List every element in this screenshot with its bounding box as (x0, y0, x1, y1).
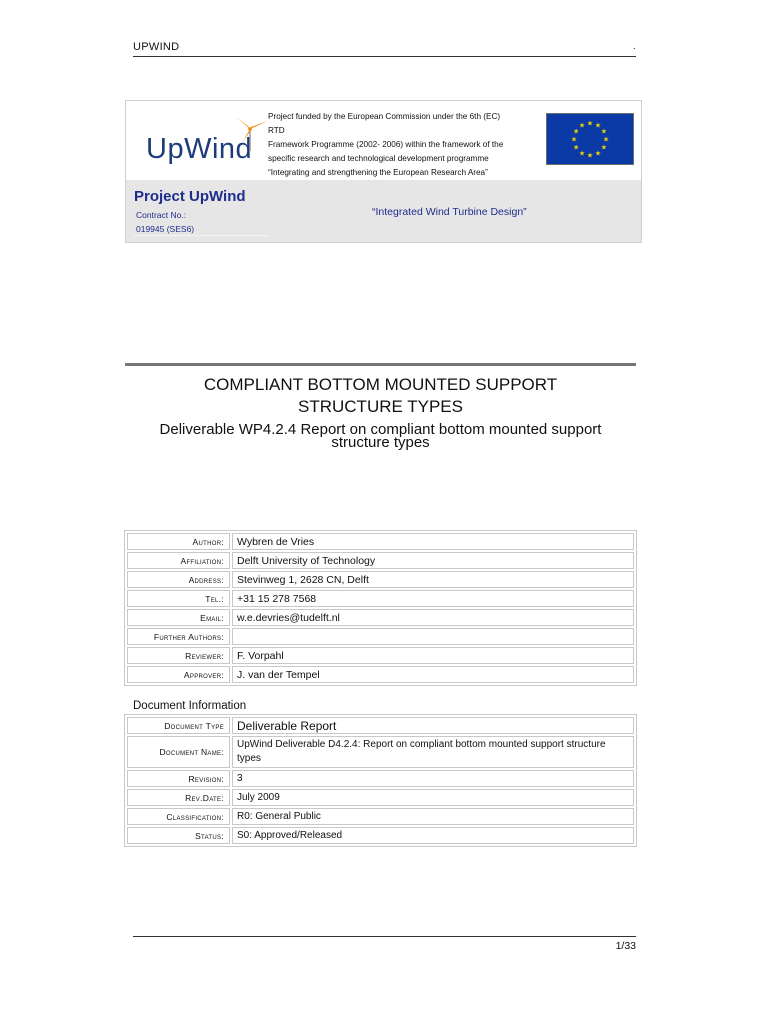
field-label: Further Authors: (127, 628, 230, 645)
eu-star-icon: ★ (586, 120, 594, 128)
table-row (127, 736, 634, 768)
eu-star-icon: ★ (572, 144, 580, 152)
eu-star-icon: ★ (578, 150, 586, 158)
field-value (232, 628, 634, 645)
funding-line: Framework Programme (2002- 2006) within the framework of the (268, 140, 504, 149)
field-value: F. Vorpahl (232, 647, 634, 664)
field-label: Tel.: (127, 590, 230, 607)
footer-divider (133, 936, 636, 937)
field-label: Rev.Date: (127, 789, 230, 806)
funding-line: “Integrating and strengthening the European Research Area” (268, 168, 488, 177)
divider (134, 235, 268, 236)
author-table (124, 530, 637, 686)
field-value: UpWind Deliverable D4.2.4: Report on compliant bottom mounted support structure types (232, 736, 634, 768)
field-value: R0: General Public (232, 808, 634, 825)
field-value: July 2009 (232, 789, 634, 806)
header-mark: . (632, 41, 636, 52)
table-row (127, 590, 634, 607)
upwind-logo (146, 115, 276, 167)
field-label: Classification: (127, 808, 230, 825)
eu-star-icon: ★ (586, 152, 594, 160)
table-row (127, 571, 634, 588)
section-heading: Document Information (133, 700, 247, 712)
document-subtitle (125, 423, 636, 449)
project-title: Project UpWind (134, 188, 246, 205)
table-row (127, 770, 634, 787)
table-row (127, 552, 634, 569)
table-row (127, 533, 634, 550)
project-banner (125, 100, 642, 243)
field-value: Delft University of Technology (232, 552, 634, 569)
header-title: UPWIND (133, 41, 180, 53)
document-subtitle-line: Deliverable WP4.2.4 Report on compliant bottom mounted support (159, 421, 602, 438)
title-divider (125, 363, 636, 366)
table-row (127, 609, 634, 626)
project-tagline: “Integrated Wind Turbine Design” (372, 206, 527, 218)
logo-text: UpWind (146, 133, 253, 165)
page-header (133, 41, 636, 57)
eu-flag-icon (546, 113, 634, 165)
field-value: J. van der Tempel (232, 666, 634, 683)
field-value: Deliverable Report (232, 717, 634, 734)
field-value: Wybren de Vries (232, 533, 634, 550)
field-value: 3 (232, 770, 634, 787)
document-title-line: STRUCTURE TYPES (298, 397, 463, 416)
field-label: Document Name: (127, 736, 230, 768)
eu-star-icon: ★ (572, 128, 580, 136)
funding-line: RTD (268, 126, 285, 135)
document-subtitle-line: structure types (331, 434, 430, 451)
field-label: Revision: (127, 770, 230, 787)
field-value: S0: Approved/Released (232, 827, 634, 844)
funding-statement (268, 110, 538, 180)
table-row (127, 789, 634, 806)
field-label: Reviewer: (127, 647, 230, 664)
funding-line: specific research and technological development programme (268, 154, 489, 163)
field-label: Document Type (127, 717, 230, 734)
table-row (127, 628, 634, 645)
field-label: Author: (127, 533, 230, 550)
funding-line: Project funded by the European Commission under the 6th (EC) (268, 112, 501, 121)
eu-star-icon: ★ (570, 136, 578, 144)
page-number: 1/33 (615, 940, 636, 952)
eu-star-icon: ★ (594, 150, 602, 158)
field-value: +31 15 278 7568 (232, 590, 634, 607)
field-label: Status: (127, 827, 230, 844)
email-link[interactable]: w.e.devries@tudelft.nl (232, 609, 634, 626)
table-row (127, 827, 634, 844)
table-row (127, 717, 634, 734)
contract-label: Contract No.: (136, 210, 187, 220)
field-label: Email: (127, 609, 230, 626)
eu-star-icon: ★ (600, 128, 608, 136)
document-info-table (124, 714, 637, 847)
wind-turbine-icon (230, 115, 270, 151)
table-row (127, 808, 634, 825)
field-label: Approver: (127, 666, 230, 683)
eu-star-icon: ★ (600, 144, 608, 152)
field-label: Address: (127, 571, 230, 588)
contract-number: 019945 (SES6) (136, 224, 195, 234)
document-title-line: COMPLIANT BOTTOM MOUNTED SUPPORT (203, 375, 558, 394)
field-value: Stevinweg 1, 2628 CN, Delft (232, 571, 634, 588)
document-title (125, 374, 636, 418)
eu-star-icon: ★ (602, 136, 610, 144)
eu-star-icon: ★ (594, 122, 602, 130)
table-row (127, 666, 634, 683)
table-row (127, 647, 634, 664)
field-label: Affiliation: (127, 552, 230, 569)
eu-star-icon: ★ (578, 122, 586, 130)
